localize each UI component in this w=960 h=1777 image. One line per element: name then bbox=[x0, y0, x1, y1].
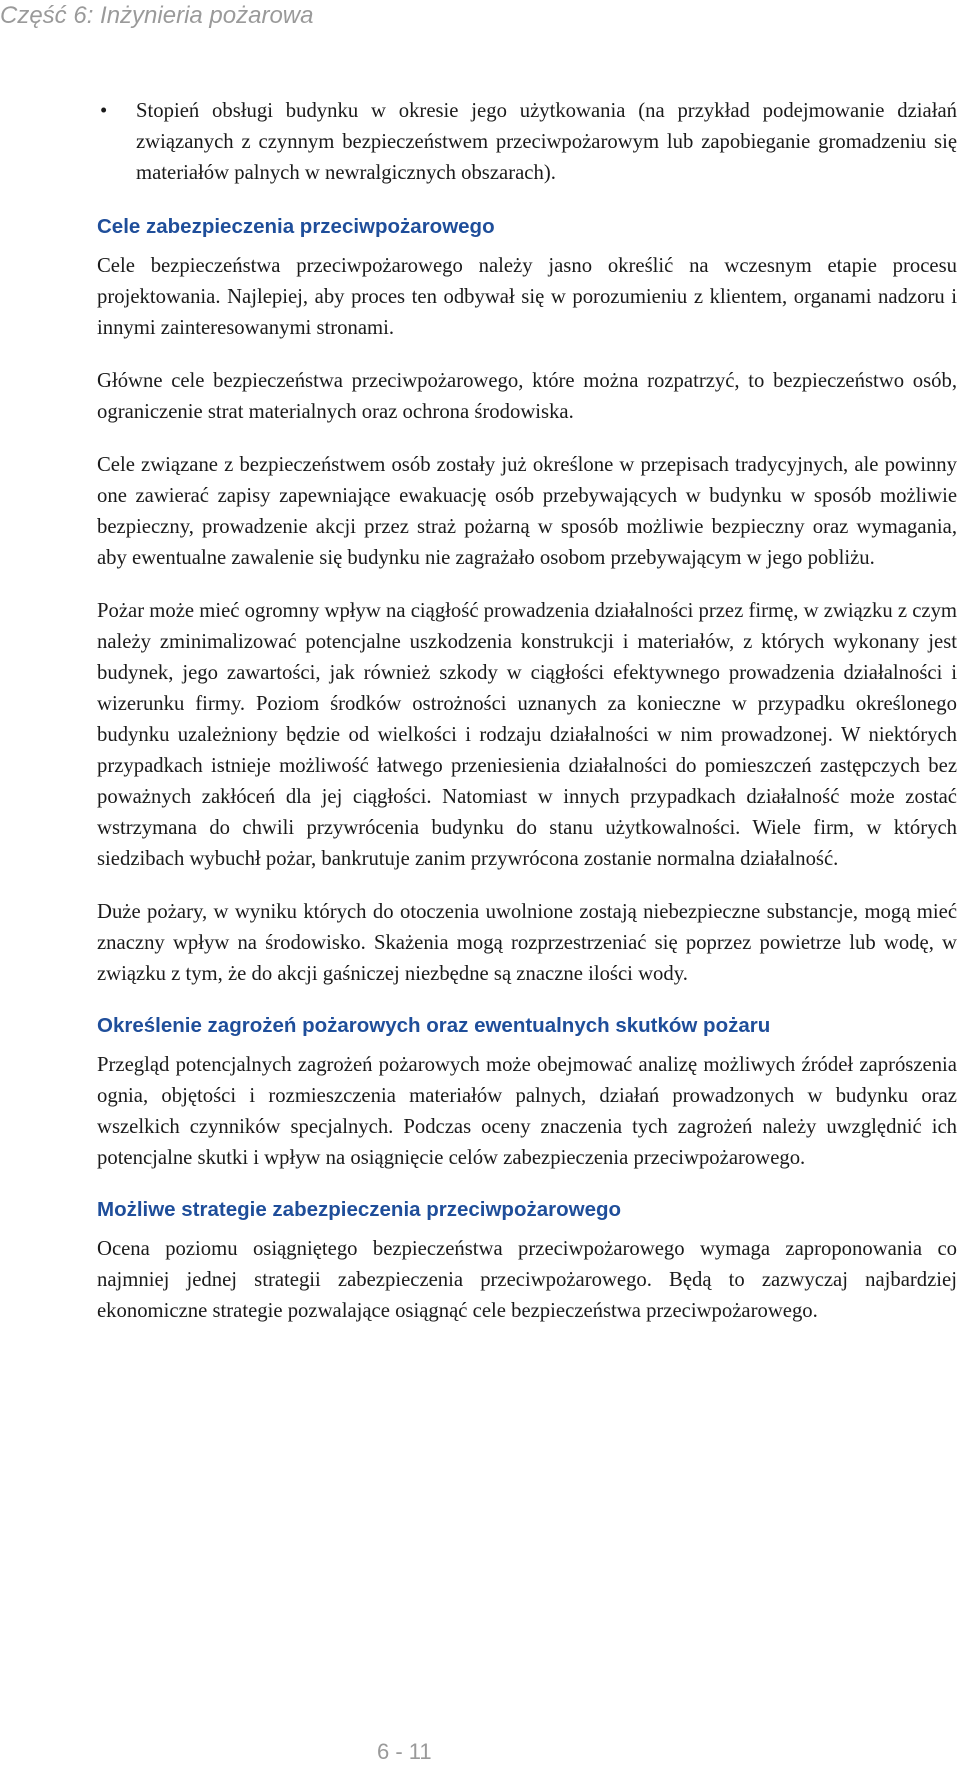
section-heading: Możliwe strategie zabezpieczenia przeciwpożarowego bbox=[97, 1198, 622, 1221]
paragraph: Przegląd potencjalnych zagrożeń pożarowych może obejmować analizę możliwych źródeł zaprószenia ognia, objętości i rozmieszczenia materiałów palnych, działań prowadzonych w budynku oraz wszelkich czynników specjalnych. Podczas oceny znaczenia tych zagrożeń należy uwzględnić ich potencjalne skutki i wpływ na osiągnięcie celów zabezpieczenia przeciwpożarowego. bbox=[97, 1054, 957, 1169]
bullet-list-item bbox=[97, 96, 957, 189]
paragraph: Duże pożary, w wyniku których do otoczenia uwolnione zostają niebezpieczne substancje, mogą mieć znaczny wpływ na środowisko. Skażenia mogą rozprzestrzeniać się poprzez powietrze lub wodę, w związku z tym, że do akcji gaśniczej niezbędne są znaczne ilości wody. bbox=[97, 901, 957, 985]
paragraph: Ocena poziomu osiągniętego bezpieczeństwa przeciwpożarowego wymaga zaproponowania co najmniej jednej strategii zabezpieczenia przeciwpożarowego. Będą to zazwyczaj najbardziej ekonomiczne strategie pozwalające osiągnąć cele bezpieczeństwa przeciwpożarowego. bbox=[97, 1238, 957, 1322]
paragraph: Cele bezpieczeństwa przeciwpożarowego należy jasno określić na wczesnym etapie procesu projektowania. Najlepiej, aby proces ten odbywał się w porozumieniu z klientem, organami nadzoru i innymi zainteresowanymi stronami. bbox=[97, 255, 957, 339]
paragraph: Pożar może mieć ogromny wpływ na ciągłość prowadzenia działalności przez firmę, w związku z czym należy zminimalizować potencjalne uszkodzenia konstrukcji i materiałów, z których wykonany jest budynek, jego zawartości, jak również szkody w ciągłości efektywnego prowadzenia działalności i wizerunku firmy. Poziom środków ostrożności uznanych za konieczne w przypadku określonego budynku uzależniony będzie od wielkości i rodzaju działalności w nim prowadzonej. W niektórych przypadkach istnieje możliwość łatwego przeniesienia działalności do pomieszczeń zastępczych bez poważnych zakłóceń dla jej ciągłości. Natomiast w innych przypadkach działalność może zostać wstrzymana do chwili przywrócenia budynku do stanu użytkowalności. Wiele firm, w których siedzibach wybuchł pożar, bankrutuje zanim przywrócona zostanie normalna działalność. bbox=[97, 600, 957, 870]
section-heading: Cele zabezpieczenia przeciwpożarowego bbox=[97, 215, 495, 238]
section-fire-hazards bbox=[97, 1012, 957, 1174]
page-number: 6 - 11 bbox=[377, 1739, 432, 1764]
bullet-text: Stopień obsługi budynku w okresie jego użytkowania (na przykład podejmowanie działań związanych z czynnym bezpieczeństwem przeciwpożarowym lub zapobieganie gromadzeniu się materiałów palnych w newralgicznych obszarach). bbox=[136, 100, 957, 184]
paragraph: Główne cele bezpieczeństwa przeciwpożarowego, które można rozpatrzyć, to bezpieczeństwo osób, ograniczenie strat materialnych oraz ochrona środowiska. bbox=[97, 370, 957, 423]
bullet-icon: • bbox=[100, 100, 108, 122]
paragraph: Cele związane z bezpieczeństwem osób zostały już określone w przepisach tradycyjnych, ale powinny one zawierać zapisy zapewniające ewakuację osób przebywających w budynku w sposób możliwie bezpieczny, prowadzenie akcji przez straż pożarną w sposób możliwie bezpieczny oraz wymagania, aby ewentualne zawalenie się budynku nie zagrażało osobom przebywającym w jego pobliżu. bbox=[97, 454, 957, 569]
running-header: Część 6: Inżynieria pożarowa bbox=[0, 2, 314, 29]
section-fire-strategies bbox=[97, 1196, 957, 1327]
section-heading: Określenie zagrożeń pożarowych oraz ewentualnych skutków pożaru bbox=[97, 1014, 771, 1037]
page-content bbox=[97, 96, 957, 1347]
section-fire-safety-objectives bbox=[97, 213, 957, 990]
